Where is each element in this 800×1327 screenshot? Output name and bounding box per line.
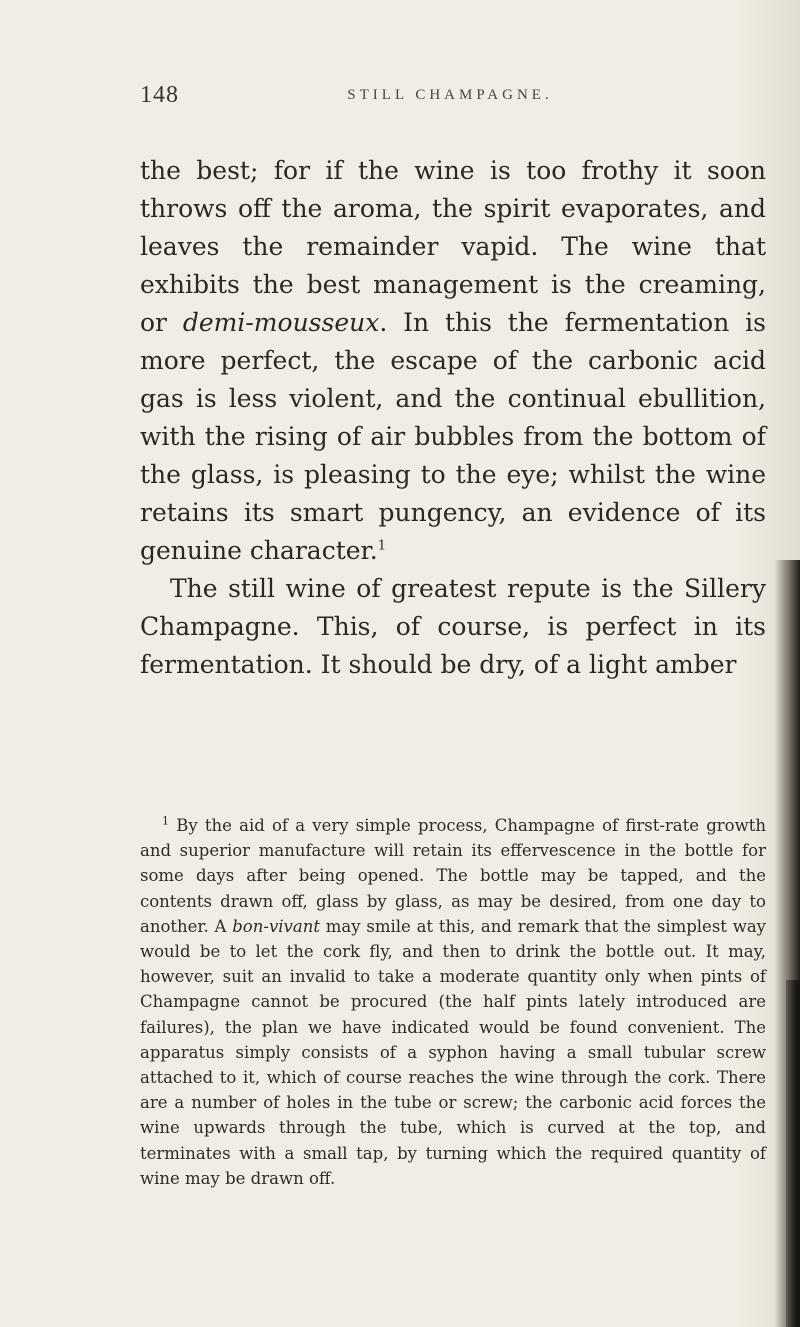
footnote-italic-term: bon-vivant [232, 916, 320, 936]
paragraph-1-italic-term: demi-mousseux [182, 308, 380, 337]
footnote-marker: 1 [162, 814, 169, 828]
paragraph-1-text-a: the best; for if the wine is too frothy it soon throws off the aroma, the spirit evaporates, and leaves the remainder vapid. The wine that exhibits the best management is the creaming, or [140, 156, 766, 337]
page-edge-dark [786, 980, 800, 1327]
footnote-text-b: may smile at this, and remark that the simplest way would be to let the cork fly, and then to drink the bottle out. It may, however, suit an invalid to take a moderate quantity only when pints of Champagne cannot be procured (the half pints lately introduced are failures), the plan we have indicated would be found convenient. The apparatus simply consists of a syphon having a small tubular screw attached to it, which of course reaches the wine through the cork. There are a number of holes in the tube or screw; the carbonic acid forces the wine upwards through the tube, which is curved at the top, and terminates with a small tap, by turning which the required quantity of wine may be drawn off. [140, 916, 766, 1188]
paragraph-1-text-b: . In this the fermentation is more perfect, the escape of the carbonic acid gas is less violent, and the continual ebullition, with the rising of air bubbles from the bottom of the glass, is pleasing to the eye; whilst the wine retains its smart pungency, an evidence of its genuine character. [140, 308, 766, 565]
page-header [140, 82, 760, 122]
paragraph-1 [140, 152, 766, 570]
footnote-reference: 1 [377, 538, 386, 554]
paragraph-2: The still wine of greatest repute is the Sillery Champagne. This, of course, is perfect in its fermentation. It should be dry, of a light amber [140, 574, 766, 679]
page-number: 148 [140, 82, 179, 108]
footnote [140, 813, 766, 1191]
running-head: STILL CHAMPAGNE. [347, 87, 553, 103]
footnote-text-a: By the aid of a very simple process, Champagne of first-rate growth and superior manufacture will retain its effervescence in the bottle for some days after being opened. The bottle may be tapped, and the contents drawn off, glass by glass, as may be desired, from one day to another. A [140, 816, 767, 936]
body-text [140, 152, 766, 684]
